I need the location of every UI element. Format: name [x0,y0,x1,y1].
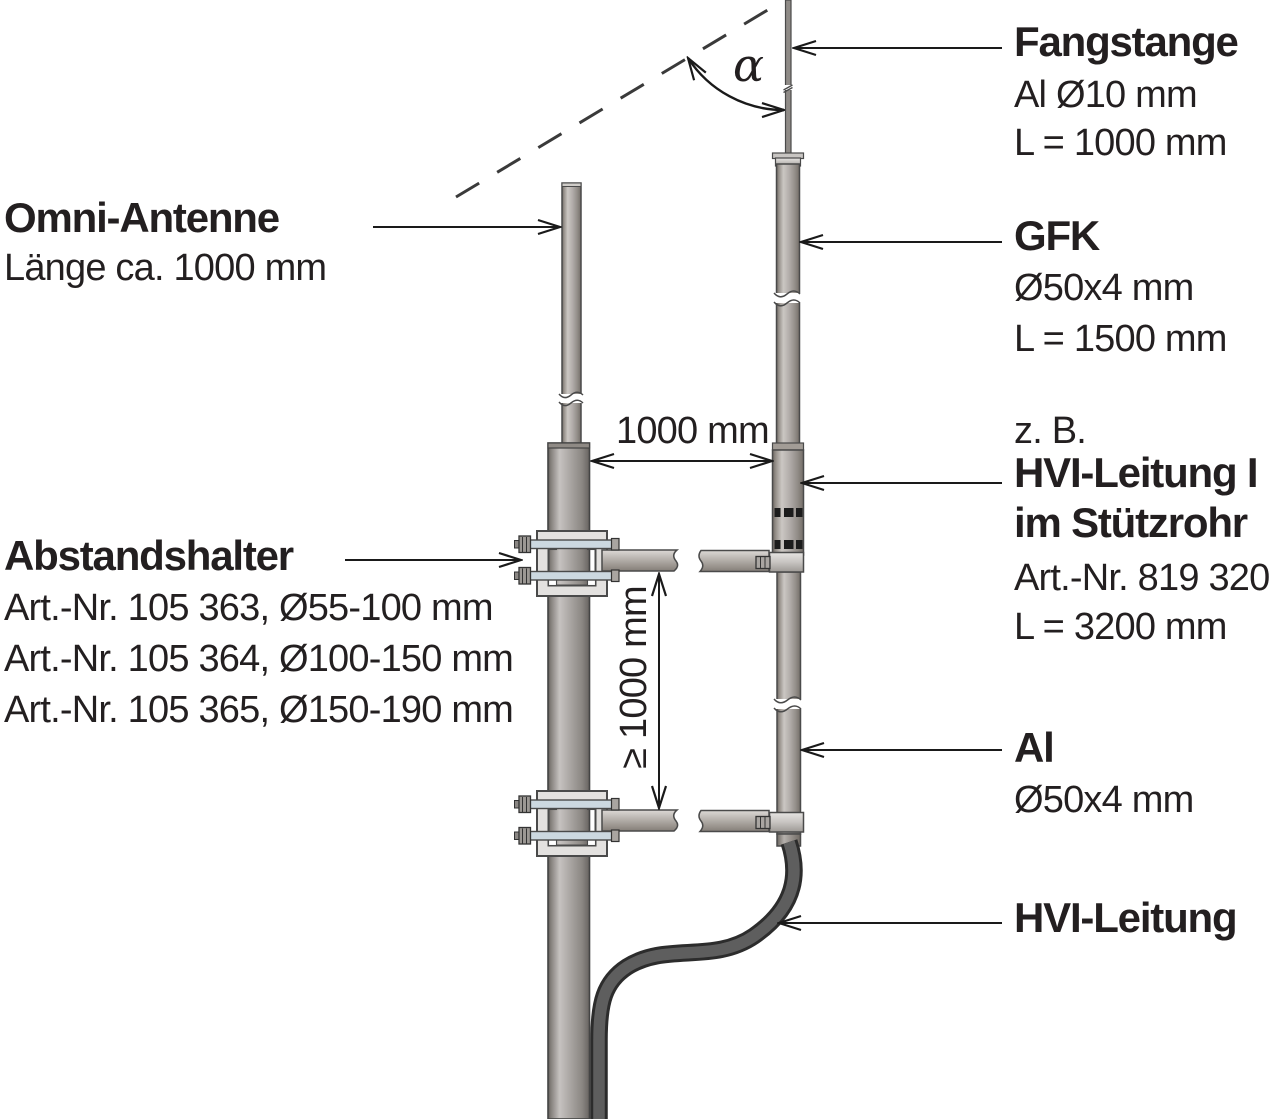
hvi-cable [599,842,794,1119]
protection-angle-label: α [733,38,765,92]
fangstange-spec-2: L = 1000 mm [1014,122,1227,164]
omni-antenne-spec: Länge ca. 1000 mm [4,247,327,289]
abstandshalter-title: Abstandshalter [4,532,293,579]
omni-antenna-cap [562,183,581,187]
hvi-leitung-title: HVI-Leitung [1014,894,1237,941]
gfk-title: GFK [1014,212,1100,259]
dim-horizontal-label: 1000 mm [616,410,769,452]
hvi-stuetzrohr-spec-2: L = 3200 mm [1014,606,1227,648]
gfk-tube [777,164,800,445]
abstandshalter-variant-3: Art.-Nr. 105 365, Ø150-190 mm [4,689,514,731]
hvi-stuetzrohr-title-2: im Stützrohr [1014,499,1247,546]
fangstange-spec-1: Al Ø10 mm [1014,74,1197,116]
stuetzrohr-tube [773,450,804,555]
al-title: Al [1014,724,1054,771]
dim-vertical-label: ≥ 1000 mm [613,586,656,769]
al-spec-1: Ø50x4 mm [1014,779,1194,821]
omni-antenne-title: Omni-Antenne [4,194,279,241]
gfk-spec-1: Ø50x4 mm [1014,267,1194,309]
protection-angle-dashed-line [456,2,781,197]
mast-top-cap [548,443,590,448]
abstandshalter-variant-2: Art.-Nr. 105 364, Ø100-150 mm [4,638,514,680]
hvi-stuetzrohr-prefix: z. B. [1014,410,1087,452]
fangstange-title: Fangstange [1014,18,1238,65]
stuetzrohr-joint [773,443,804,450]
hvi-stuetzrohr-title-1: HVI-Leitung I [1014,449,1258,496]
hvi-stuetzrohr-spec-1: Art.-Nr. 819 320 [1014,557,1270,599]
fangstange-rod [786,0,792,158]
abstandshalter-variant-1: Art.-Nr. 105 363, Ø55-100 mm [4,587,493,629]
gfk-spec-2: L = 1500 mm [1014,318,1227,360]
